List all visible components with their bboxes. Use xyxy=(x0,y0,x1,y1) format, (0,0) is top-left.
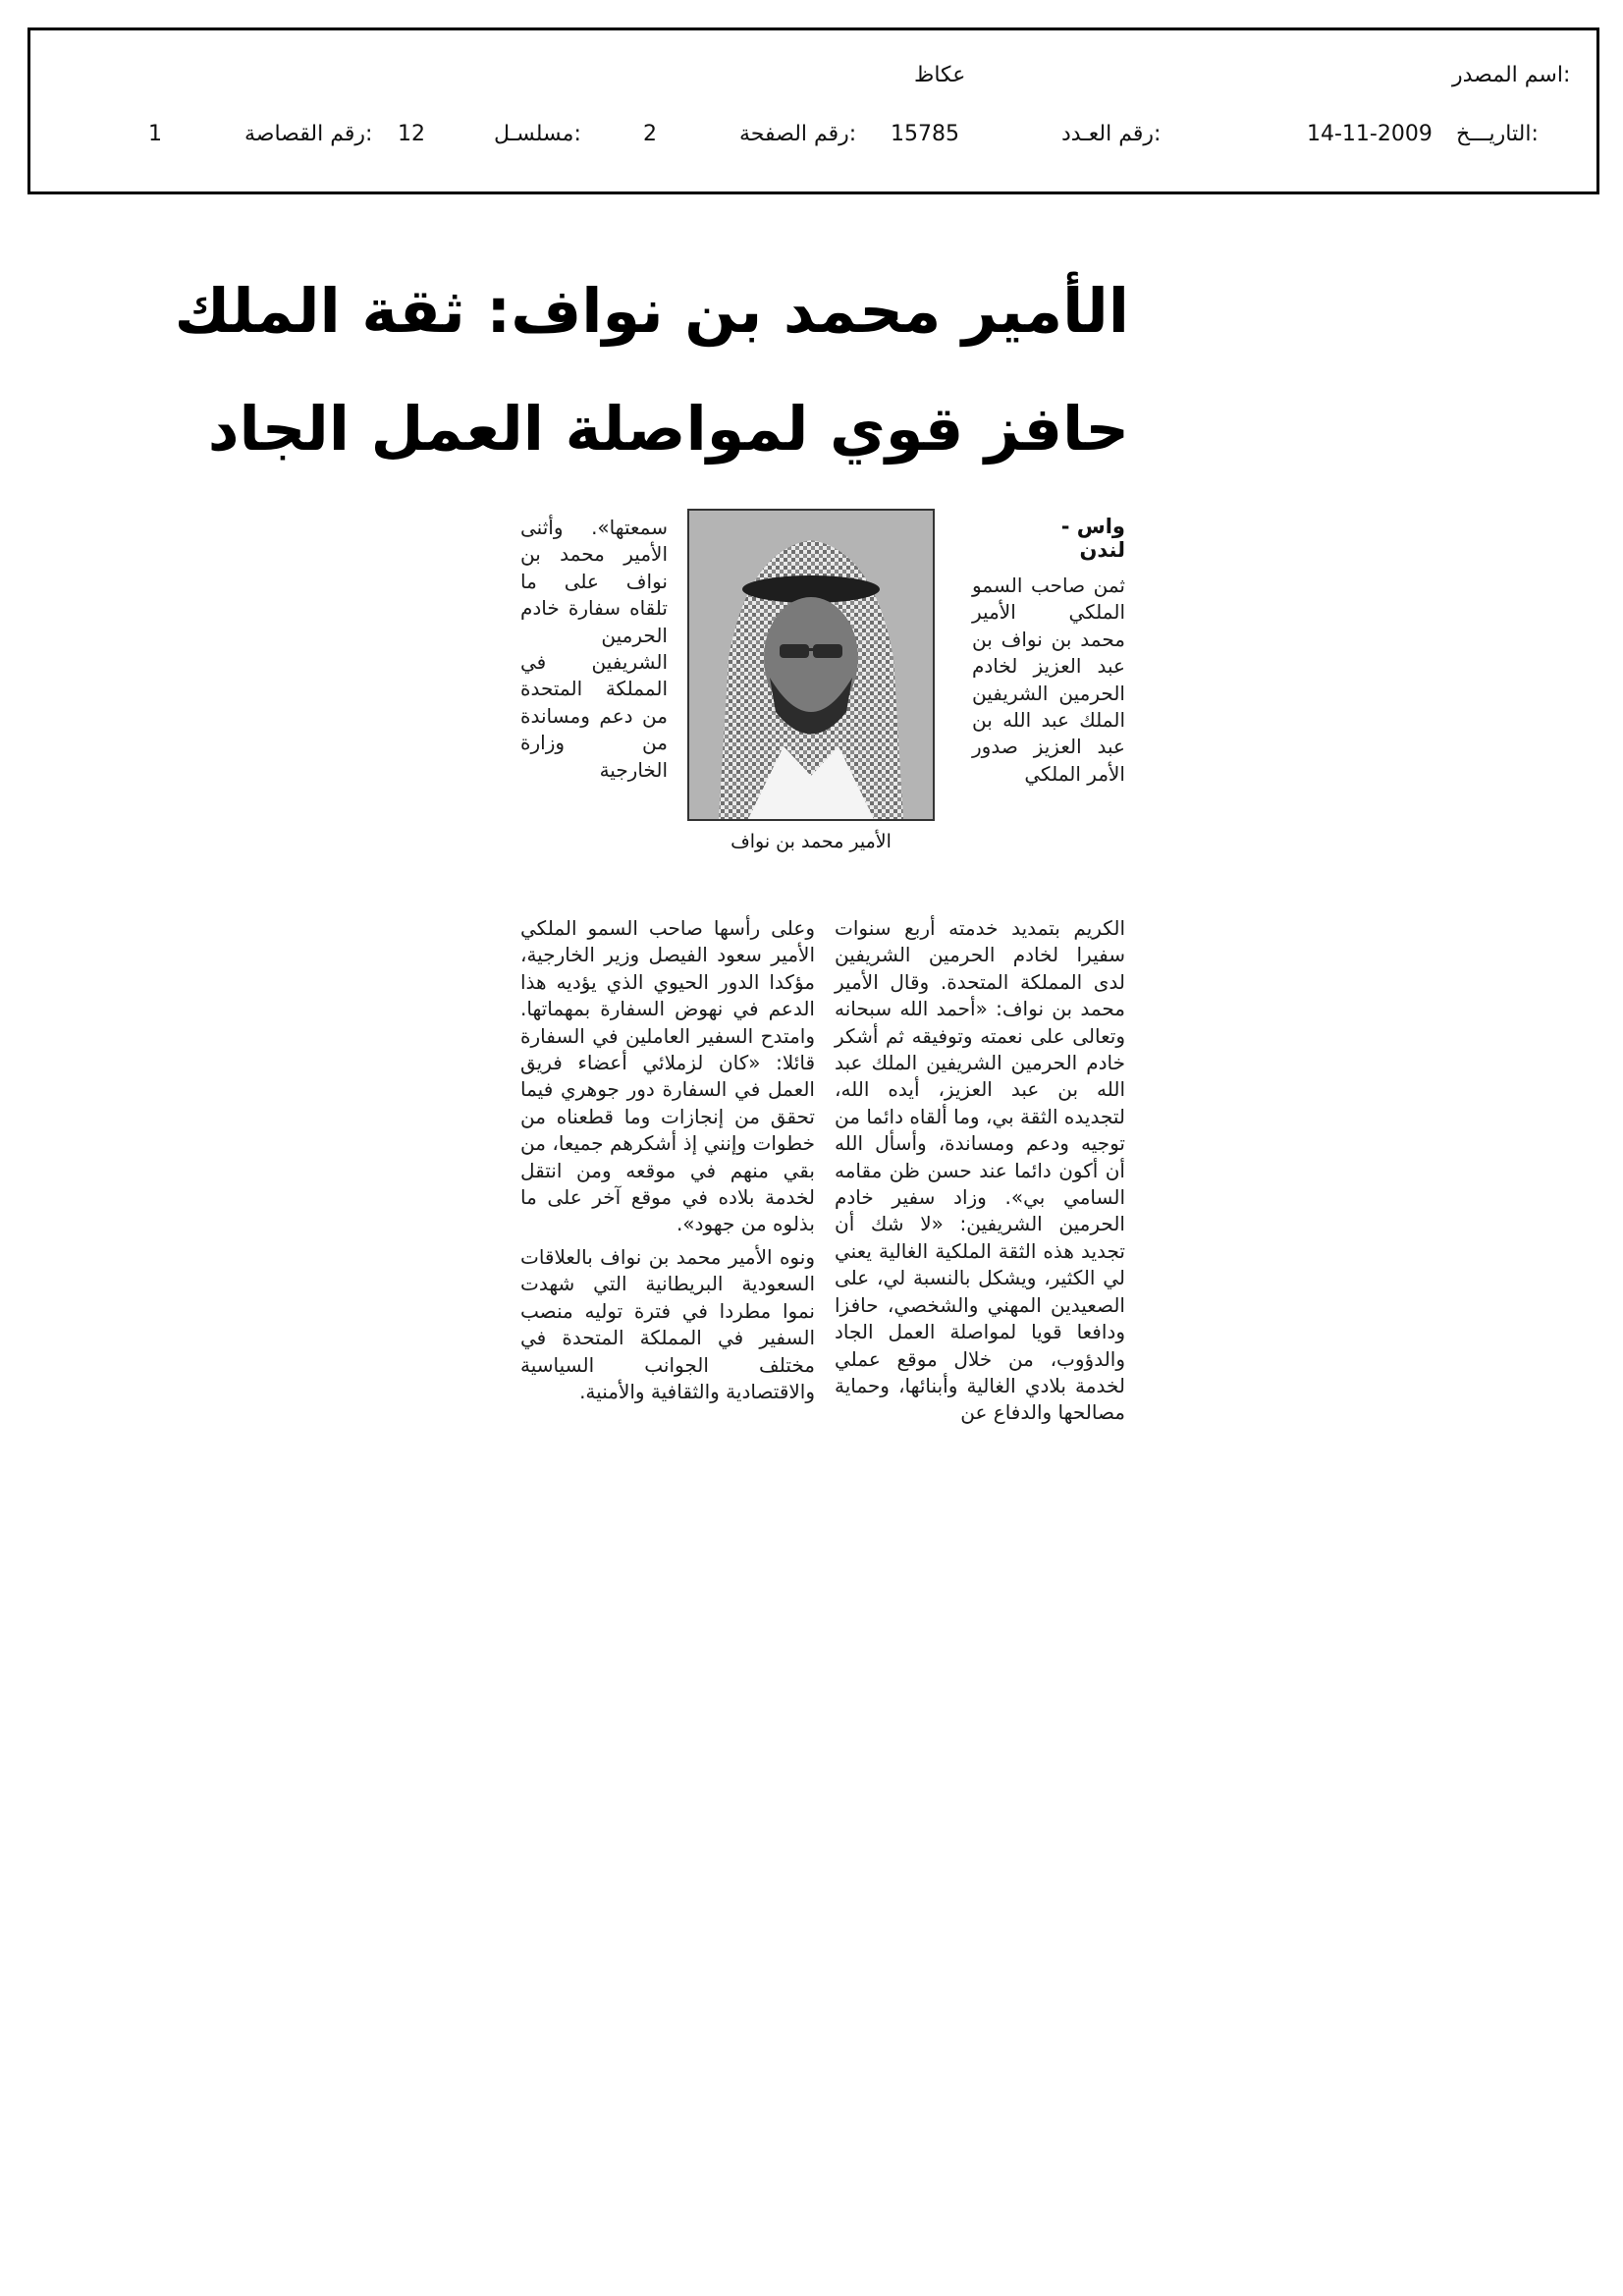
serial-value: 12 xyxy=(398,122,425,146)
article-paragraph: ثمن صاحب السمو الملكي الأمير محمد بن نواف بن عبد العزيز لخادم الحرمين الشريفين الملك عبد الله بن عبد العزيز صدور الأمر الملكي xyxy=(972,574,1125,786)
article-paragraph: سمعتها». وأثنى الأمير محمد بن نواف على ما تلقاه سفارة خادم الحرمين الشريفين في المملكة المتحدة من دعم ومساندة من وزارة الخارجية xyxy=(520,516,668,782)
serial-label: مسلسـل: xyxy=(494,122,581,146)
article-column-right-top xyxy=(972,573,1125,788)
headline-line-2: حافز قوي لمواصلة العمل الجاد xyxy=(207,393,1129,465)
article-column-right-bottom xyxy=(835,915,1125,1427)
article-column-left-bottom xyxy=(520,915,815,1405)
source-label: اسم المصدر: xyxy=(1452,63,1571,87)
clipping-info-box xyxy=(27,27,1599,194)
clip-label: رقم القصاصة: xyxy=(244,122,373,146)
article-paragraph: الكريم بتمديد خدمته أربع سنوات سفيرا لخادم الحرمين الشريفين لدى المملكة المتحدة. وقال الأمير محمد بن نواف: «أحمد الله سبحانه وتعالى على نعمته وتوفيقه ثم أشكر خادم الحرمين الشريفين الملك عبد الله بن عبد العزيز، أيده الله، لتجديده الثقة بي، وما ألقاه دائما من توجيه ودعم ومساندة، وأسأل الله أن أكون دائما عند حسن ظن مقامه السامي بي». وزاد سفير خادم الحرمين الشريفين: «لا شك أن تجديد هذه الثقة الملكية الغالية يعني لي الكثير، ويشكل بالنسبة لي، على الصعيدين المهني والشخصي، حافزا ودافعا قويا لمواصلة العمل الجاد والدؤوب، من خلال موقع عملي لخدمة بلادي الغالية وأبنائها، وحماية مصالحها والدفاع عن xyxy=(835,916,1125,1425)
dateline: واس - لندن xyxy=(1060,515,1125,562)
clip-value: 1 xyxy=(148,122,162,146)
page-value: 2 xyxy=(643,122,657,146)
author-photo xyxy=(687,509,935,821)
article-paragraph: وعلى رأسها صاحب السمو الملكي الأمير سعود الفيصل وزير الخارجية، مؤكدا الدور الحيوي الذي يؤديه هذا الدعم في نهوض السفارة بمهماتها. وامتدح السفير العاملين في السفارة قائلا: «كان لزملائي أعضاء فريق العمل في السفارة دور جوهري فيما تحقق من إنجازات وما قطعناه من خطوات وإنني إذ أشكرهم جميعا، من بقي منهم في موقعه ومن انتقل لخدمة بلاده في موقع آخر على ما بذلوه من جهود». xyxy=(520,916,815,1236)
date-label: التاريـــخ: xyxy=(1456,122,1539,146)
source-value: عكاظ xyxy=(914,63,966,87)
headline-line-1: الأمير محمد بن نواف: ثقة الملك xyxy=(174,275,1129,347)
article-paragraph: ونوه الأمير محمد بن نواف بالعلاقات السعودية البريطانية التي شهدت نموا مطردا في فترة توليه منصب السفير في المملكة المتحدة في مختلف الجوانب السياسية والاقتصادية والثقافية والأمنية. xyxy=(520,1244,815,1403)
page-label: رقم الصفحة: xyxy=(739,122,857,146)
portrait-image xyxy=(689,511,933,819)
article-column-left-top xyxy=(520,515,668,784)
issue-value: 15785 xyxy=(891,122,959,146)
date-value: 14-11-2009 xyxy=(1307,122,1433,146)
photo-caption: الأمير محمد بن نواف xyxy=(730,831,892,852)
issue-label: رقم العـدد: xyxy=(1061,122,1162,146)
